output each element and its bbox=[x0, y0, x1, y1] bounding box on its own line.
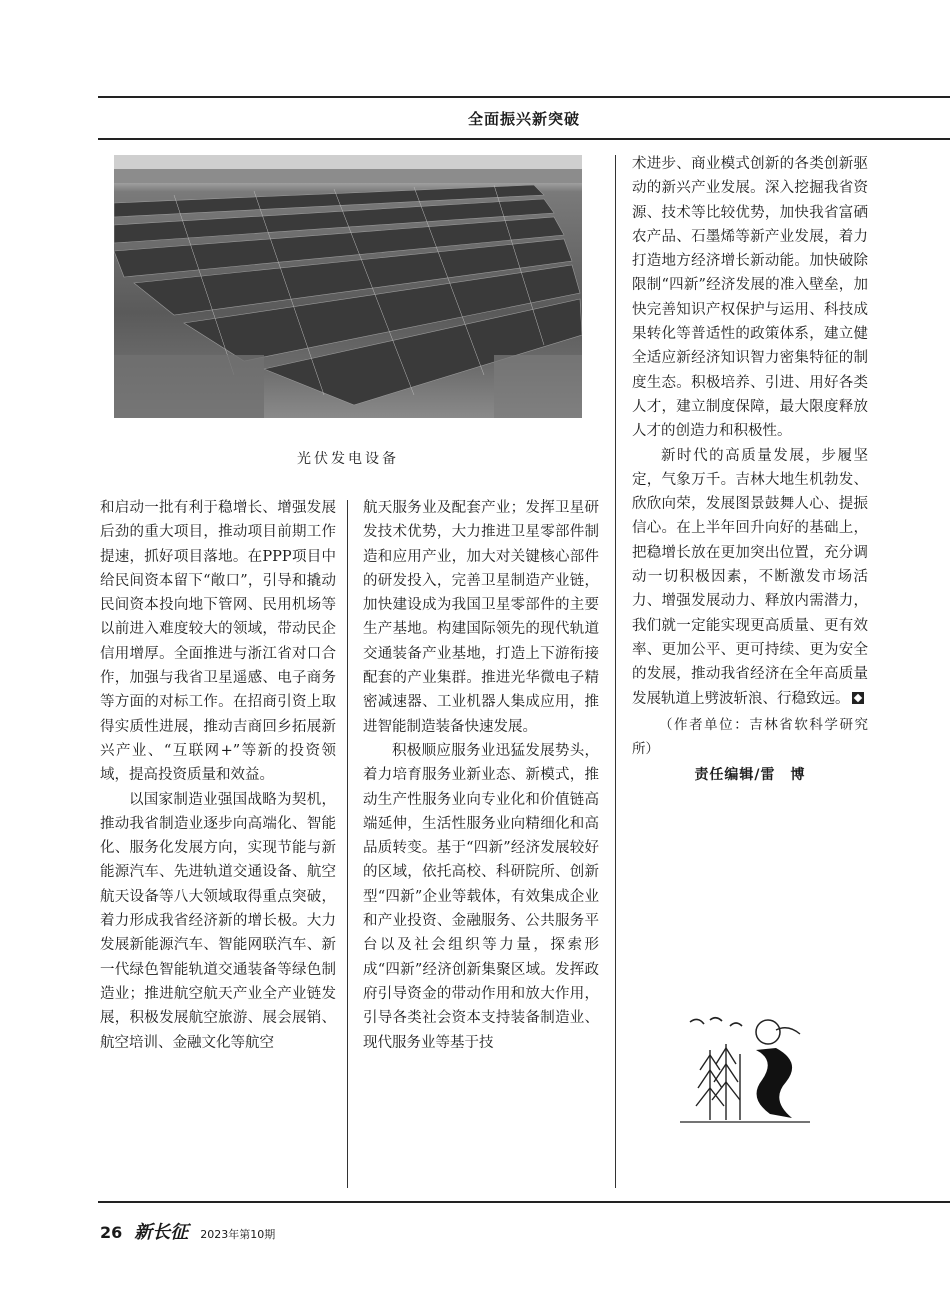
page-footer bbox=[100, 1218, 275, 1244]
end-mark-icon bbox=[852, 692, 864, 704]
section-title: 全面振兴新突破 bbox=[467, 110, 580, 128]
solar-panel-photo bbox=[114, 155, 582, 418]
header-bottom-rule bbox=[98, 138, 950, 140]
column-3 bbox=[632, 152, 868, 787]
responsible-editor: 责任编辑/雷 博 bbox=[694, 766, 806, 783]
column-divider bbox=[615, 155, 616, 1188]
paragraph: 术进步、商业模式创新的各类创新驱动的新兴产业发展。深入挖掘我省资源、技术等比较优势，加快我省富硒农产品、石墨烯等新产业发展，着力打造地方经济增长新动能。加快破除限制“四新”经济发展的准入壁垒，加快完善知识产权保护与运用、科技成果转化等普适性的政策体系，建立健全适应新经济知识智力密集特征的制度生态。积极培养、引进、用好各类人才，建立制度保障，最大限度释放人才的创造力和积极性。 bbox=[632, 156, 868, 440]
page-number: 26 bbox=[100, 1223, 123, 1242]
paragraph: 以国家制造业强国战略为契机，推动我省制造业逐步向高端化、智能化、服务化发展方向，实现节能与新能源汽车、先进轨道交通设备、航空航天设备等八大领域取得重点突破，着力形成我省经济新的增长极。大力发展新能源汽车、智能网联汽车、新一代绿色智能轨道交通装备等绿色制造业；推进航空航天产业全产业链发展，积极发展航空旅游、展会展销、航空培训、金融文化等航空 bbox=[100, 791, 336, 1051]
paragraph: 积极顺应服务业迅猛发展势头，着力培育服务业新业态、新模式，推动生产性服务业向专业化和价值链高端延伸，生活性服务业向精细化和高品质转变。基于“四新”经济发展较好的区域，依托高校、科研院所、创新型“四新”企业等载体，有效集成企业和产业投资、金融服务、公共服务平台以及社会组织等力量，探索形成“四新”经济创新集聚区域。发挥政府引导资金的带动作用和放大作用，引导各类社会资本支持装备制造业、现代服务业等基于技 bbox=[363, 742, 599, 1051]
paragraph-text: 新时代的高质量发展，步履坚定，气象万千。吉林大地生机勃发、欣欣向荣，发展图景鼓舞人心、提振信心。在上半年回升向好的基础上，把稳增长放在更加突出位置，充分调动一切积极因素，不断激发市场活力、增强发展动力、释放内需潜力，我们就一定能实现更高质量、更有效率、更加公平、更可持续、更为安全的发展，推动我省经济在全年高质量发展轨道上劈波斩浪、行稳致远。 bbox=[632, 447, 868, 707]
paragraph: 航天服务业及配套产业；发挥卫星研发技术优势，大力推进卫星零部件制造和应用产业，加大对关键核心部件的研发投入，完善卫星制造产业链，加快建设成为我国卫星零部件的主要生产基地。构建国际领先的现代轨道交通装备产业基地，打造上下游衔接配套的产业集群。推进光华微电子精密减速器、工业机器人集成应用，推进智能制造装备快速发展。 bbox=[363, 500, 599, 735]
column-2 bbox=[363, 496, 599, 1055]
footer-rule bbox=[98, 1201, 950, 1203]
header-top-rule bbox=[98, 96, 950, 98]
magazine-logo: 新长征 bbox=[134, 1222, 189, 1243]
issue-label: 2023年第10期 bbox=[200, 1228, 276, 1241]
column-1 bbox=[100, 496, 336, 1055]
photo-caption: 光伏发电设备 bbox=[297, 451, 399, 467]
tree-landscape-illustration bbox=[680, 1010, 810, 1125]
paragraph bbox=[632, 444, 868, 711]
author-affiliation: （作者单位：吉林省软科学研究所） bbox=[632, 716, 868, 757]
column-divider bbox=[347, 500, 348, 1188]
solar-panel-rows bbox=[114, 155, 582, 418]
paragraph: 和启动一批有利于稳增长、增强发展后劲的重大项目，推动项目前期工作提速，抓好项目落地。在PPP项目中给民间资本留下“敞口”，引导和撬动民间资本投向地下管网、民用机场等以前进入难度较大的领域，带动民企信用增厚。全面推进与浙江省对口合作，加强与我省卫星遥感、电子商务等方面的对标工作。在招商引资上取得实质性进展，推动吉商回乡拓展新兴产业、“互联网+”等新的投资领域，提高投资质量和效益。 bbox=[100, 500, 336, 784]
